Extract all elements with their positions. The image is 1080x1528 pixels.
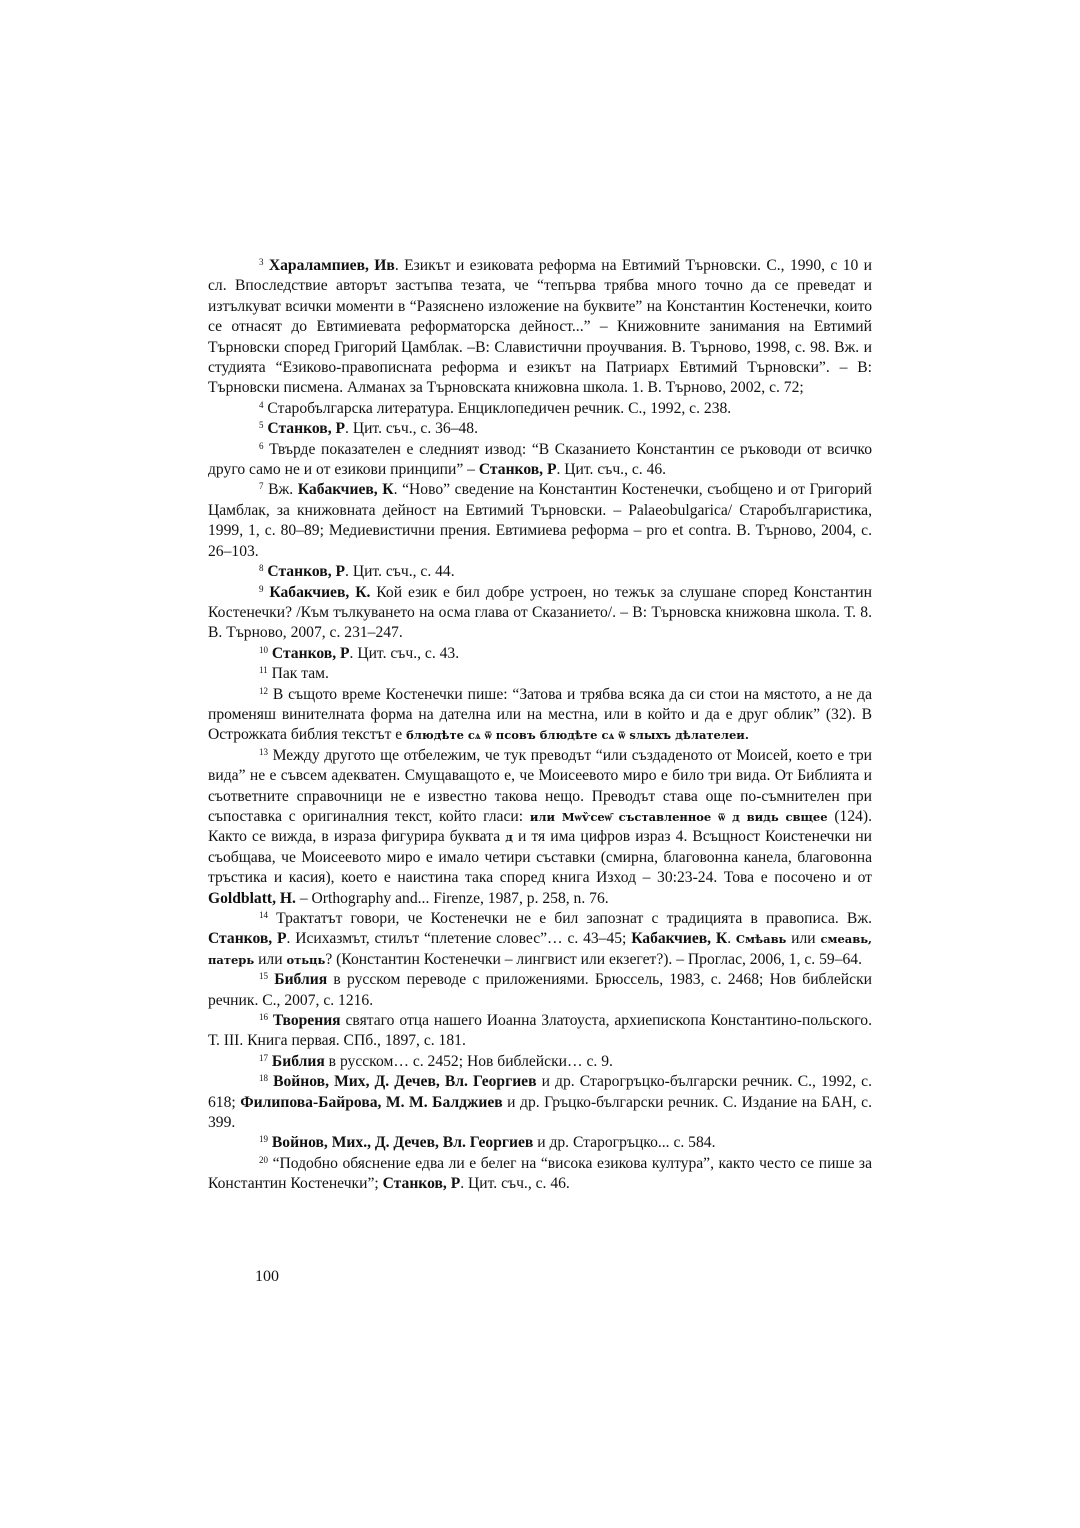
- footnote-text: В същото време Костенечки пише: “Затова и трябва всяка да си стои на мястото, а не да променяш винителната форма на дателна или на местна, или в който и да е друг облик” (32). В Острожката библия текстът е: [208, 685, 872, 744]
- footnote-text: святаго отца нашего Иоанна Златоуста, архиепископа Константино-польского. Т. III. Книга первая. СПб., 1897, с. 181.: [208, 1012, 872, 1050]
- footnote-text: и др. Старогръцко-български речник. С., 1992, с. 618;: [208, 1073, 872, 1111]
- footnote-15: [208, 970, 872, 1011]
- bold-author-ref: Харалампиев, Ив: [268, 257, 395, 274]
- footnote-text: “Подобно обяснение едва ли е белег на “висока езикова култура”, както често се пише за Константин Костенечки”;: [208, 1154, 872, 1193]
- footnote-text: и др. Старогръцко... с. 584.: [533, 1134, 716, 1152]
- footnote-text: – Orthography and... Firenze, 1987, p. 258, n. 76.: [295, 889, 609, 907]
- footnote-text: в русском… с. 2452; Нов библейски… с. 9.: [324, 1052, 613, 1070]
- bold-author-ref: Кабакчиев, К.: [269, 583, 371, 601]
- footnote-number: 13: [259, 746, 268, 757]
- footnote-text: в русском переводе с приложениями. Брюссель, 1983, с. 2468; Нов библейски речник. С., 2007, с. 1216.: [208, 971, 872, 1009]
- footnote-number: 17: [259, 1052, 268, 1063]
- footnote-18: [208, 1072, 872, 1133]
- footnote-3: [208, 256, 872, 399]
- bold-author-ref: Станков, Р: [382, 1175, 461, 1193]
- footnote-number: 12: [259, 685, 268, 696]
- church-slavonic-quote: отьць: [286, 952, 326, 967]
- footnote-11: [208, 664, 872, 684]
- footnote-number: 16: [259, 1012, 268, 1023]
- footnote-number: 7: [259, 481, 264, 492]
- footnote-text: . Цит. съч., с. 46.: [556, 461, 667, 479]
- bold-author-ref: Войнов, Мих, Д. Дечев, Вл. Георгиев: [273, 1073, 537, 1091]
- footnote-20: [208, 1154, 872, 1195]
- bold-author-ref: Станков, Р: [208, 930, 287, 948]
- footnote-13: [208, 746, 872, 909]
- footnote-number: 5: [259, 420, 264, 431]
- footnote-text: .: [727, 930, 736, 948]
- church-slavonic-quote: блюдѣте сѧ ѿ псовъ блюдѣте сѧ ѿ ѕлыхъ дѣлателеи.: [406, 728, 749, 743]
- footnote-text: . Цит. съч., с. 46.: [460, 1175, 570, 1193]
- footnote-number: 14: [259, 910, 268, 920]
- footnote-number: 18: [259, 1073, 268, 1084]
- bold-author-ref: Филипова-Байрова, М. М. Балджиев: [240, 1093, 503, 1111]
- footnote-text: (124). Както се вижда, в израза фигурира буквата: [208, 807, 872, 846]
- bold-author-ref: Goldblatt, H.: [208, 889, 296, 907]
- footnote-text: . Езикът и езиковата реформа на Евтимий Търновски. С., 1990, с 10 и сл. Впоследствие авторът застъпва тезата, че “тепърва трябва много точно да се преведат и изтълкуват всички моменти в “Разяснено изложение на буквите” на Константин Костенечки, които се отнасят до Евтимиевата реформаторска дейност...” – Книжовните занимания на Евтимий Търновски според Григорий Цамблак. –В: Славистични проучвания. В. Търново, 1998, с. 98. Вж. и студията “Езиково-правописната реформа и езикът на Патриарх Евтимий Търновски”. – В: Търновски писмена. Алманах за Търновската книжовна школа. 1. В. Търново, 2002, с. 72;: [208, 257, 872, 397]
- page-number: 100: [255, 1268, 279, 1285]
- church-slavonic-quote: смеавь, патерь: [208, 932, 873, 967]
- footnote-14: [208, 909, 872, 970]
- footnote-text: Старобългарска литература. Енциклопедичен речник. С., 1992, с. 238.: [267, 399, 732, 417]
- footnote-text: Трактатът говори, че Костенечки не е бил запознат с традицията в правописа. Вж.: [276, 910, 872, 927]
- footnote-text: или: [786, 930, 821, 948]
- church-slavonic-quote: Смѣавь: [735, 932, 787, 947]
- footnote-text: . Цит. съч., с. 44.: [345, 563, 455, 581]
- footnote-4: [208, 399, 872, 419]
- footnote-text: ? (Константин Костенечки – лингвист или екзегет?). – Проглас, 2006, 1, с. 59–64.: [325, 950, 862, 968]
- footnote-9: [208, 583, 872, 644]
- bold-author-ref: Библия: [274, 971, 328, 989]
- footnote-text: . Цит. съч., с. 36–48.: [345, 420, 478, 438]
- footnote-text: Пак там.: [271, 665, 329, 683]
- footnote-number: 19: [259, 1134, 268, 1145]
- footnote-text: . “Ново” сведение на Константин Костенечки, съобщено и от Григорий Цамблак, за книжовната дейност на Евтимий Търновски. – Palaeobulgarica/ Старобългаристика, 1999, 1, с. 80–89; Медиевистични прения. Евтимиева реформа – pro et contra. В. Търново, 2004, с. 26–103.: [208, 481, 873, 560]
- bold-author-ref: Библия: [271, 1052, 325, 1070]
- church-slavonic-quote: д: [505, 830, 513, 845]
- footnote-8: [208, 562, 872, 582]
- bold-author-ref: Станков, Р: [271, 644, 350, 662]
- footnote-16: [208, 1011, 872, 1052]
- footnote-text: Между другото ще отбележим, че тук преводът “или създаденото от Моисей, което е три вида” не е съвсем адекватен. Смущаващото е, че Моисеевото миро е било три вида. От Библията и съответните справочници не е известно такова нещо. Преводът става още по-съмнителен при съпоставка с оригиналния текст, който гласи:: [208, 746, 872, 825]
- bold-author-ref: Творения: [272, 1012, 341, 1030]
- footnote-number: 9: [259, 583, 264, 594]
- bold-author-ref: Войнов, Мих., Д. Дечев, Вл. Георгиев: [271, 1134, 534, 1152]
- footnote-7: [208, 480, 872, 562]
- footnote-10: [208, 644, 872, 664]
- footnotes-block: [208, 256, 872, 1195]
- footnote-number: 6: [259, 440, 264, 451]
- footnote-5: [208, 419, 872, 439]
- footnote-text: . Цит. съч., с. 43.: [349, 644, 460, 662]
- footnote-6: [208, 440, 872, 481]
- bold-author-ref: Кабакчиев, К: [631, 930, 728, 948]
- footnote-text: или: [254, 950, 287, 968]
- bold-author-ref: Кабакчиев, К: [297, 481, 394, 499]
- footnote-text: и др. Гръцко-български речник. С. Издание на БАН, с. 399.: [208, 1093, 873, 1132]
- footnote-text: Твърде показателен е следният извод: “В Сказанието Константин се ръководи от всичко друго само не и от езикови принципи” –: [208, 440, 872, 479]
- bold-author-ref: Станков, Р: [478, 461, 557, 479]
- footnote-17: [208, 1052, 872, 1072]
- footnote-number: 8: [259, 563, 264, 574]
- bold-author-ref: Станков, Р: [267, 420, 346, 438]
- footnote-number: 3: [259, 257, 264, 267]
- footnote-12: [208, 685, 872, 746]
- footnote-text: Вж.: [268, 481, 298, 499]
- church-slavonic-quote: или Мѡѷсеѡ҄ съставленное ѿ д видь свщее: [529, 809, 828, 824]
- footnote-text: и тя има цифров израз 4. Всъщност Коистенечки ни съобщава, че Моисеевото миро е имало четири съставки (смирна, благовонна канела, благовонна тръстика и касия), което е наистина така според книга Изход – 30:23-24. Това е посочено и от: [208, 828, 873, 887]
- footnote-number: 20: [259, 1154, 268, 1165]
- footnote-text: . Исихазмът, стилът “плетение словес”… с. 43–45;: [286, 930, 632, 948]
- footnote-text: Кой език е бил добре устроен, но тежък за слушане според Константин Костенечки? /Към тълкуването на осма глава от Сказанието/. – В: Търновска книжовна школа. Т. 8. В. Търново, 2007, с. 231–247.: [208, 583, 872, 642]
- footnote-number: 4: [259, 399, 264, 410]
- footnote-number: 15: [259, 971, 268, 982]
- footnote-number: 10: [259, 644, 268, 655]
- bold-author-ref: Станков, Р: [267, 563, 346, 581]
- footnote-19: [208, 1133, 872, 1153]
- footnote-number: 11: [259, 665, 268, 676]
